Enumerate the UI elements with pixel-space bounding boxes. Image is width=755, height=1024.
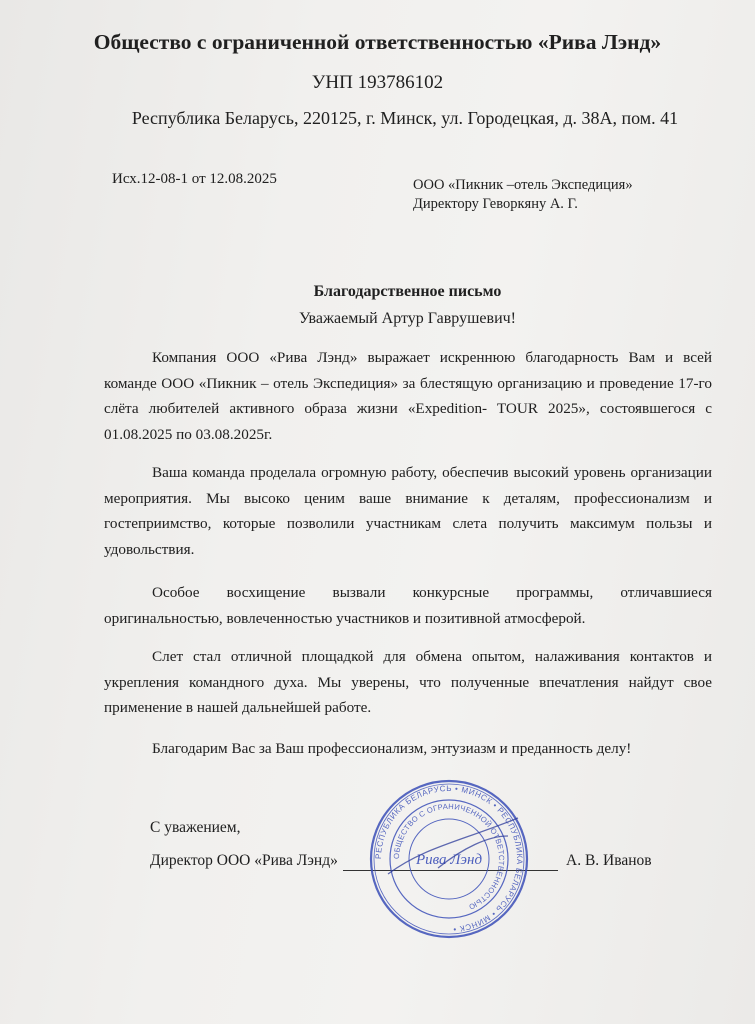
outgoing-number: Исх.12-08-1 от 12.08.2025 xyxy=(112,171,277,187)
stamp-center-text: Рива Лэнд xyxy=(415,852,483,868)
organization-address: Республика Беларусь, 220125, г. Минск, ул. Городецкая, д. 38А, пом. 41 xyxy=(131,108,679,128)
signer-name: А. В. Иванов xyxy=(566,852,652,869)
body-paragraph-5: Благодарим Вас за Ваш профессионализм, энтузиазм и преданность делу! xyxy=(152,740,632,757)
recipient-org: ООО «Пикник –отель Экспедиция» xyxy=(413,177,633,193)
signer-role: Директор ООО «Рива Лэнд» xyxy=(150,852,338,869)
salutation: Уважаемый Артур Гаврушевич! xyxy=(299,310,516,327)
recipient-person: Директору Геворкяну А. Г. xyxy=(413,196,578,212)
body-paragraph-1: Компания ООО «Рива Лэнд» выражает искреннюю благодарность Вам и всей команде ООО «Пикник – отель Экспедиция» за блестящую организацию и проведение 17-го слёта любителей активного образа жизни «Expedition- TOUR 2025», состоявшегося с 01.08.2025 по 03.08.2025г. xyxy=(104,349,712,443)
company-stamp xyxy=(368,778,530,940)
organization-name: Общество с ограниченной ответственностью «Рива Лэнд» xyxy=(93,30,662,54)
recipient-block xyxy=(413,176,633,214)
body-paragraph-4: Слет стал отличной площадкой для обмена опытом, налаживания контактов и укрепления командного духа. Мы уверены, что полученные впечатления найдут свое применение в нашей дальнейшей работе. xyxy=(104,648,712,716)
closing-regards: С уважением, xyxy=(150,819,241,836)
unp-number: УНП 193786102 xyxy=(311,72,444,93)
stamp-inner-text: ОБЩЕСТВО С ОГРАНИЧЕННОЙ ОТВЕТСТВЕННОСТЬЮ xyxy=(391,801,507,912)
body-paragraph-2: Ваша команда проделала огромную работу, обеспечив высокий уровень организации мероприятия. Мы высоко ценим ваше внимание к деталям, профессионализм и гостеприимство, которые позволили участникам слета получить максимум пользы и удовольствия. xyxy=(104,464,712,558)
stamp-outer-text: РЕСПУБЛИКА БЕЛАРУСЬ • МИНСК • РЕСПУБЛИКА БЕЛАРУСЬ • МИНСК • xyxy=(373,783,525,934)
letter-title: Благодарственное письмо xyxy=(313,283,502,300)
body-paragraph-3: Особое восхищение вызвали конкурсные программы, отличавшиеся оригинальностью, вовлеченностью участников и позитивной атмосферой. xyxy=(104,584,712,627)
